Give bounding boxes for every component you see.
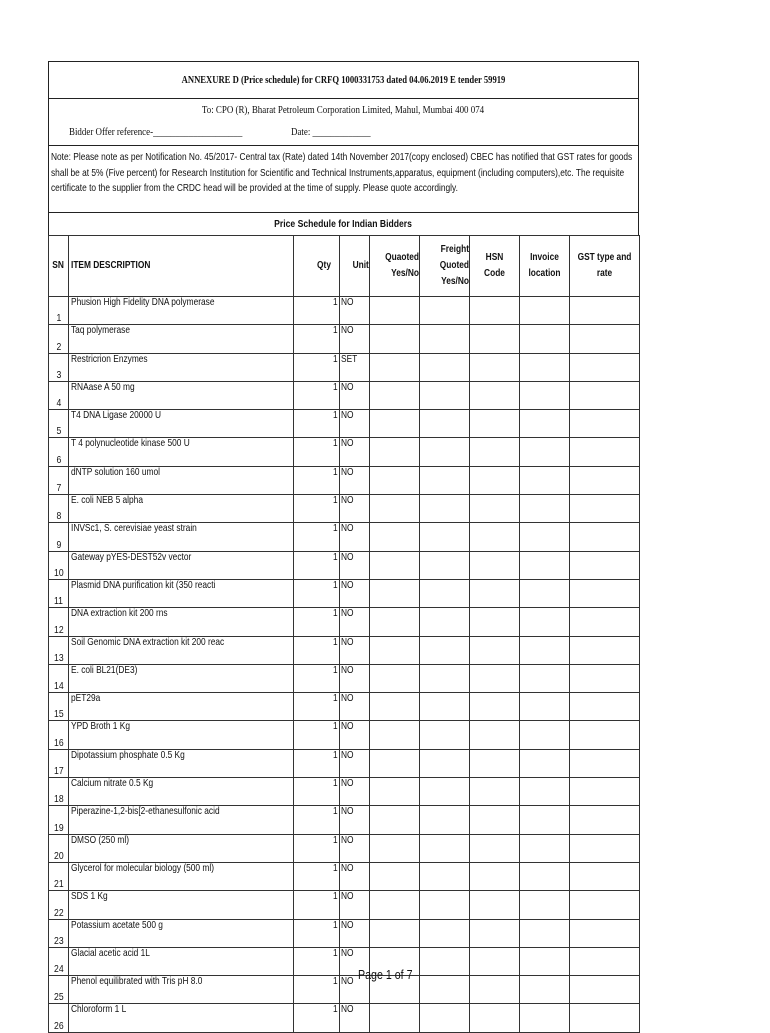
freight-cell bbox=[420, 636, 470, 664]
hsn-cell bbox=[470, 1004, 520, 1032]
gst-cell bbox=[570, 608, 640, 636]
invoice-cell bbox=[520, 891, 570, 919]
sn: 24 bbox=[49, 947, 69, 975]
freight-cell bbox=[420, 495, 470, 523]
item-description: Piperazine-1,2-bis[2-ethanesulfonic acid bbox=[69, 806, 294, 834]
item-unit: NO bbox=[340, 608, 370, 636]
addressee-text: To: CPO (R), Bharat Petroleum Corporation Limited, Mahul, Mumbai 400 074 bbox=[202, 104, 485, 116]
table-row bbox=[49, 608, 640, 636]
col-invoice: Invoice location bbox=[520, 236, 570, 297]
hsn-cell bbox=[470, 353, 520, 381]
invoice-cell bbox=[520, 608, 570, 636]
quoted-cell bbox=[370, 919, 420, 947]
item-unit: NO bbox=[340, 862, 370, 890]
sn: 15 bbox=[49, 693, 69, 721]
item-rows bbox=[49, 297, 640, 1033]
table-header-row bbox=[49, 236, 640, 297]
sn: 2 bbox=[49, 325, 69, 353]
hsn-cell bbox=[470, 297, 520, 325]
item-description: SDS 1 Kg bbox=[69, 891, 294, 919]
sn: 5 bbox=[49, 410, 69, 438]
item-description: YPD Broth 1 Kg bbox=[69, 721, 294, 749]
bidder-reference: Bidder Offer reference-____________________ bbox=[69, 127, 243, 138]
item-qty: 1 bbox=[294, 353, 340, 381]
invoice-cell bbox=[520, 664, 570, 692]
freight-cell bbox=[420, 693, 470, 721]
col-freight: Freight Quoted Yes/No bbox=[420, 236, 470, 297]
item-unit: NO bbox=[340, 976, 370, 1004]
invoice-cell bbox=[520, 721, 570, 749]
item-description: Plasmid DNA purification kit (350 reacti bbox=[69, 579, 294, 607]
quoted-cell bbox=[370, 749, 420, 777]
sn: 25 bbox=[49, 976, 69, 1004]
schedule-title bbox=[49, 212, 638, 235]
item-unit: NO bbox=[340, 523, 370, 551]
freight-cell bbox=[420, 1004, 470, 1032]
item-qty: 1 bbox=[294, 834, 340, 862]
table-row bbox=[49, 325, 640, 353]
item-description: Calcium nitrate 0.5 Kg bbox=[69, 778, 294, 806]
table-row bbox=[49, 919, 640, 947]
item-qty: 1 bbox=[294, 806, 340, 834]
hsn-cell bbox=[470, 381, 520, 409]
freight-cell bbox=[420, 749, 470, 777]
freight-cell bbox=[420, 523, 470, 551]
table-row bbox=[49, 1004, 640, 1032]
sn: 22 bbox=[49, 891, 69, 919]
item-description: INVSc1, S. cerevisiae yeast strain bbox=[69, 523, 294, 551]
table-row bbox=[49, 381, 640, 409]
sn: 21 bbox=[49, 862, 69, 890]
item-qty: 1 bbox=[294, 862, 340, 890]
item-unit: NO bbox=[340, 579, 370, 607]
gst-cell bbox=[570, 664, 640, 692]
hsn-cell bbox=[470, 891, 520, 919]
page-number: Page 1 of 7 bbox=[357, 967, 413, 982]
table-row bbox=[49, 636, 640, 664]
item-qty: 1 bbox=[294, 976, 340, 1004]
hsn-cell bbox=[470, 495, 520, 523]
sn: 20 bbox=[49, 834, 69, 862]
gst-cell bbox=[570, 693, 640, 721]
item-description: T4 DNA Ligase 20000 U bbox=[69, 410, 294, 438]
hsn-cell bbox=[470, 778, 520, 806]
gst-cell bbox=[570, 806, 640, 834]
quoted-cell bbox=[370, 381, 420, 409]
quoted-cell bbox=[370, 693, 420, 721]
invoice-cell bbox=[520, 778, 570, 806]
gst-cell bbox=[570, 579, 640, 607]
invoice-cell bbox=[520, 466, 570, 494]
table-row bbox=[49, 579, 640, 607]
quoted-cell bbox=[370, 523, 420, 551]
sn: 4 bbox=[49, 381, 69, 409]
invoice-cell bbox=[520, 410, 570, 438]
quoted-cell bbox=[370, 438, 420, 466]
item-unit: NO bbox=[340, 749, 370, 777]
gst-cell bbox=[570, 721, 640, 749]
item-description: Chloroform 1 L bbox=[69, 1004, 294, 1032]
hsn-cell bbox=[470, 919, 520, 947]
gst-cell bbox=[570, 636, 640, 664]
hsn-cell bbox=[470, 693, 520, 721]
item-qty: 1 bbox=[294, 664, 340, 692]
hsn-cell bbox=[470, 834, 520, 862]
sn: 16 bbox=[49, 721, 69, 749]
col-gst: GST type and rate bbox=[570, 236, 640, 297]
table-row bbox=[49, 438, 640, 466]
item-unit: NO bbox=[340, 1004, 370, 1032]
item-unit: NO bbox=[340, 947, 370, 975]
hsn-cell bbox=[470, 664, 520, 692]
gst-note bbox=[49, 145, 638, 212]
gst-cell bbox=[570, 919, 640, 947]
item-qty: 1 bbox=[294, 523, 340, 551]
invoice-cell bbox=[520, 806, 570, 834]
item-qty: 1 bbox=[294, 579, 340, 607]
gst-cell bbox=[570, 325, 640, 353]
gst-cell bbox=[570, 862, 640, 890]
addressee-line bbox=[49, 98, 638, 121]
quoted-cell bbox=[370, 1004, 420, 1032]
sn: 18 bbox=[49, 778, 69, 806]
col-sn: SN bbox=[49, 236, 69, 297]
item-unit: NO bbox=[340, 664, 370, 692]
freight-cell bbox=[420, 806, 470, 834]
sn: 3 bbox=[49, 353, 69, 381]
table-row bbox=[49, 806, 640, 834]
table-row bbox=[49, 778, 640, 806]
sn: 14 bbox=[49, 664, 69, 692]
item-unit: NO bbox=[340, 834, 370, 862]
quoted-cell bbox=[370, 806, 420, 834]
invoice-cell bbox=[520, 862, 570, 890]
hsn-cell bbox=[470, 749, 520, 777]
freight-cell bbox=[420, 551, 470, 579]
page-footer bbox=[0, 967, 770, 982]
quoted-cell bbox=[370, 721, 420, 749]
item-unit: NO bbox=[340, 721, 370, 749]
table-row bbox=[49, 834, 640, 862]
table-row bbox=[49, 693, 640, 721]
hsn-cell bbox=[470, 721, 520, 749]
item-unit: NO bbox=[340, 551, 370, 579]
freight-cell bbox=[420, 466, 470, 494]
freight-cell bbox=[420, 297, 470, 325]
hsn-cell bbox=[470, 551, 520, 579]
gst-cell bbox=[570, 749, 640, 777]
hsn-cell bbox=[470, 862, 520, 890]
item-description: DNA extraction kit 200 rns bbox=[69, 608, 294, 636]
hsn-cell bbox=[470, 438, 520, 466]
item-qty: 1 bbox=[294, 891, 340, 919]
table-row bbox=[49, 891, 640, 919]
item-qty: 1 bbox=[294, 608, 340, 636]
freight-cell bbox=[420, 891, 470, 919]
gst-cell bbox=[570, 891, 640, 919]
annexure-sheet bbox=[48, 61, 639, 1033]
item-qty: 1 bbox=[294, 721, 340, 749]
quoted-cell bbox=[370, 410, 420, 438]
item-description: Restricrion Enzymes bbox=[69, 353, 294, 381]
item-unit: NO bbox=[340, 778, 370, 806]
item-description: E. coli NEB 5 alpha bbox=[69, 495, 294, 523]
invoice-cell bbox=[520, 297, 570, 325]
table-row bbox=[49, 721, 640, 749]
sn: 8 bbox=[49, 495, 69, 523]
hsn-cell bbox=[470, 466, 520, 494]
freight-cell bbox=[420, 862, 470, 890]
item-qty: 1 bbox=[294, 947, 340, 975]
gst-cell bbox=[570, 381, 640, 409]
freight-cell bbox=[420, 778, 470, 806]
invoice-cell bbox=[520, 381, 570, 409]
table-row bbox=[49, 862, 640, 890]
sn: 6 bbox=[49, 438, 69, 466]
freight-cell bbox=[420, 608, 470, 636]
invoice-cell bbox=[520, 551, 570, 579]
table-row bbox=[49, 551, 640, 579]
item-unit: NO bbox=[340, 919, 370, 947]
quoted-cell bbox=[370, 664, 420, 692]
freight-cell bbox=[420, 381, 470, 409]
item-qty: 1 bbox=[294, 381, 340, 409]
freight-cell bbox=[420, 579, 470, 607]
sn: 26 bbox=[49, 1004, 69, 1032]
hsn-cell bbox=[470, 523, 520, 551]
quoted-cell bbox=[370, 834, 420, 862]
quoted-cell bbox=[370, 862, 420, 890]
item-unit: NO bbox=[340, 438, 370, 466]
table-row bbox=[49, 749, 640, 777]
item-qty: 1 bbox=[294, 438, 340, 466]
invoice-cell bbox=[520, 353, 570, 381]
quoted-cell bbox=[370, 608, 420, 636]
sn: 23 bbox=[49, 919, 69, 947]
table-row bbox=[49, 410, 640, 438]
invoice-cell bbox=[520, 495, 570, 523]
freight-cell bbox=[420, 325, 470, 353]
item-description: Phenol equilibrated with Tris pH 8.0 bbox=[69, 976, 294, 1004]
item-description: T 4 polynucleotide kinase 500 U bbox=[69, 438, 294, 466]
quoted-cell bbox=[370, 297, 420, 325]
gst-cell bbox=[570, 353, 640, 381]
gst-cell bbox=[570, 551, 640, 579]
gst-cell bbox=[570, 466, 640, 494]
col-unit: Unit bbox=[340, 236, 370, 297]
invoice-cell bbox=[520, 579, 570, 607]
item-qty: 1 bbox=[294, 466, 340, 494]
gst-cell bbox=[570, 778, 640, 806]
quoted-cell bbox=[370, 495, 420, 523]
sn: 11 bbox=[49, 579, 69, 607]
quoted-cell bbox=[370, 579, 420, 607]
quoted-cell bbox=[370, 353, 420, 381]
schedule-title-text: Price Schedule for Indian Bidders bbox=[274, 218, 413, 230]
freight-cell bbox=[420, 834, 470, 862]
document-title: ANNEXURE D (Price schedule) for CRFQ 1000331753 dated 04.06.2019 E tender 59919 bbox=[181, 74, 506, 86]
item-qty: 1 bbox=[294, 495, 340, 523]
item-qty: 1 bbox=[294, 636, 340, 664]
table-row bbox=[49, 664, 640, 692]
invoice-cell bbox=[520, 636, 570, 664]
sn: 17 bbox=[49, 749, 69, 777]
gst-cell bbox=[570, 834, 640, 862]
freight-cell bbox=[420, 919, 470, 947]
item-qty: 1 bbox=[294, 325, 340, 353]
item-qty: 1 bbox=[294, 749, 340, 777]
item-description: DMSO (250 ml) bbox=[69, 834, 294, 862]
header-box bbox=[48, 61, 639, 235]
freight-cell bbox=[420, 353, 470, 381]
gst-cell bbox=[570, 495, 640, 523]
item-unit: NO bbox=[340, 693, 370, 721]
price-schedule-table bbox=[48, 235, 640, 1033]
item-description: E. coli BL21(DE3) bbox=[69, 664, 294, 692]
item-unit: NO bbox=[340, 297, 370, 325]
quoted-cell bbox=[370, 551, 420, 579]
freight-cell bbox=[420, 664, 470, 692]
freight-cell bbox=[420, 438, 470, 466]
hsn-cell bbox=[470, 410, 520, 438]
table-row bbox=[49, 523, 640, 551]
table-row bbox=[49, 353, 640, 381]
invoice-cell bbox=[520, 325, 570, 353]
item-description: Gateway pYES-DEST52v vector bbox=[69, 551, 294, 579]
invoice-cell bbox=[520, 919, 570, 947]
gst-note-text: Note: Please note as per Notification No. 45/2017- Central tax (Rate) dated 14th November 2017(copy enclosed) CBEC has notified that GST rates for goods shall be at 5% (Five percent) for Research Institution for Scientific and Technical Instruments,apparatus, equipment (including computers),etc. The requisite certificate to the supplier from the CRDC head will be provided at the time of supply. Please quote accordingly. bbox=[51, 152, 633, 194]
item-description: dNTP solution 160 umol bbox=[69, 466, 294, 494]
item-unit: NO bbox=[340, 891, 370, 919]
table-row bbox=[49, 466, 640, 494]
col-hsn: HSN Code bbox=[470, 236, 520, 297]
invoice-cell bbox=[520, 1004, 570, 1032]
quoted-cell bbox=[370, 325, 420, 353]
freight-cell bbox=[420, 410, 470, 438]
sn: 13 bbox=[49, 636, 69, 664]
col-quoted: Quaoted Yes/No bbox=[370, 236, 420, 297]
invoice-cell bbox=[520, 834, 570, 862]
gst-cell bbox=[570, 438, 640, 466]
item-qty: 1 bbox=[294, 297, 340, 325]
invoice-cell bbox=[520, 438, 570, 466]
item-qty: 1 bbox=[294, 778, 340, 806]
sn: 12 bbox=[49, 608, 69, 636]
item-unit: NO bbox=[340, 466, 370, 494]
item-description: Soil Genomic DNA extraction kit 200 reac bbox=[69, 636, 294, 664]
item-unit: NO bbox=[340, 495, 370, 523]
item-qty: 1 bbox=[294, 410, 340, 438]
hsn-cell bbox=[470, 636, 520, 664]
invoice-cell bbox=[520, 523, 570, 551]
hsn-cell bbox=[470, 325, 520, 353]
item-unit: NO bbox=[340, 325, 370, 353]
invoice-cell bbox=[520, 749, 570, 777]
col-qty: Qty bbox=[294, 236, 340, 297]
item-qty: 1 bbox=[294, 693, 340, 721]
item-description: Phusion High Fidelity DNA polymerase bbox=[69, 297, 294, 325]
gst-cell bbox=[570, 1004, 640, 1032]
quoted-cell bbox=[370, 891, 420, 919]
sn: 10 bbox=[49, 551, 69, 579]
sn: 1 bbox=[49, 297, 69, 325]
item-unit: SET bbox=[340, 353, 370, 381]
item-description: Glacial acetic acid 1L bbox=[69, 947, 294, 975]
gst-cell bbox=[570, 523, 640, 551]
hsn-cell bbox=[470, 806, 520, 834]
sn: 9 bbox=[49, 523, 69, 551]
item-unit: NO bbox=[340, 410, 370, 438]
hsn-cell bbox=[470, 608, 520, 636]
freight-cell bbox=[420, 721, 470, 749]
table-row bbox=[49, 495, 640, 523]
item-description: pET29a bbox=[69, 693, 294, 721]
date-field: Date: _____________ bbox=[291, 127, 371, 138]
quoted-cell bbox=[370, 778, 420, 806]
item-qty: 1 bbox=[294, 1004, 340, 1032]
item-qty: 1 bbox=[294, 919, 340, 947]
sn: 7 bbox=[49, 466, 69, 494]
table-row bbox=[49, 297, 640, 325]
item-description: RNAase A 50 mg bbox=[69, 381, 294, 409]
item-unit: NO bbox=[340, 806, 370, 834]
col-description: ITEM DESCRIPTION bbox=[69, 236, 294, 297]
reference-line bbox=[49, 121, 638, 145]
gst-cell bbox=[570, 410, 640, 438]
item-qty: 1 bbox=[294, 551, 340, 579]
invoice-cell bbox=[520, 693, 570, 721]
item-description: Glycerol for molecular biology (500 ml) bbox=[69, 862, 294, 890]
quoted-cell bbox=[370, 466, 420, 494]
item-unit: NO bbox=[340, 636, 370, 664]
item-unit: NO bbox=[340, 381, 370, 409]
item-description: Dipotassium phosphate 0.5 Kg bbox=[69, 749, 294, 777]
item-description: Taq polymerase bbox=[69, 325, 294, 353]
sn: 19 bbox=[49, 806, 69, 834]
quoted-cell bbox=[370, 636, 420, 664]
item-description: Potassium acetate 500 g bbox=[69, 919, 294, 947]
gst-cell bbox=[570, 297, 640, 325]
hsn-cell bbox=[470, 579, 520, 607]
